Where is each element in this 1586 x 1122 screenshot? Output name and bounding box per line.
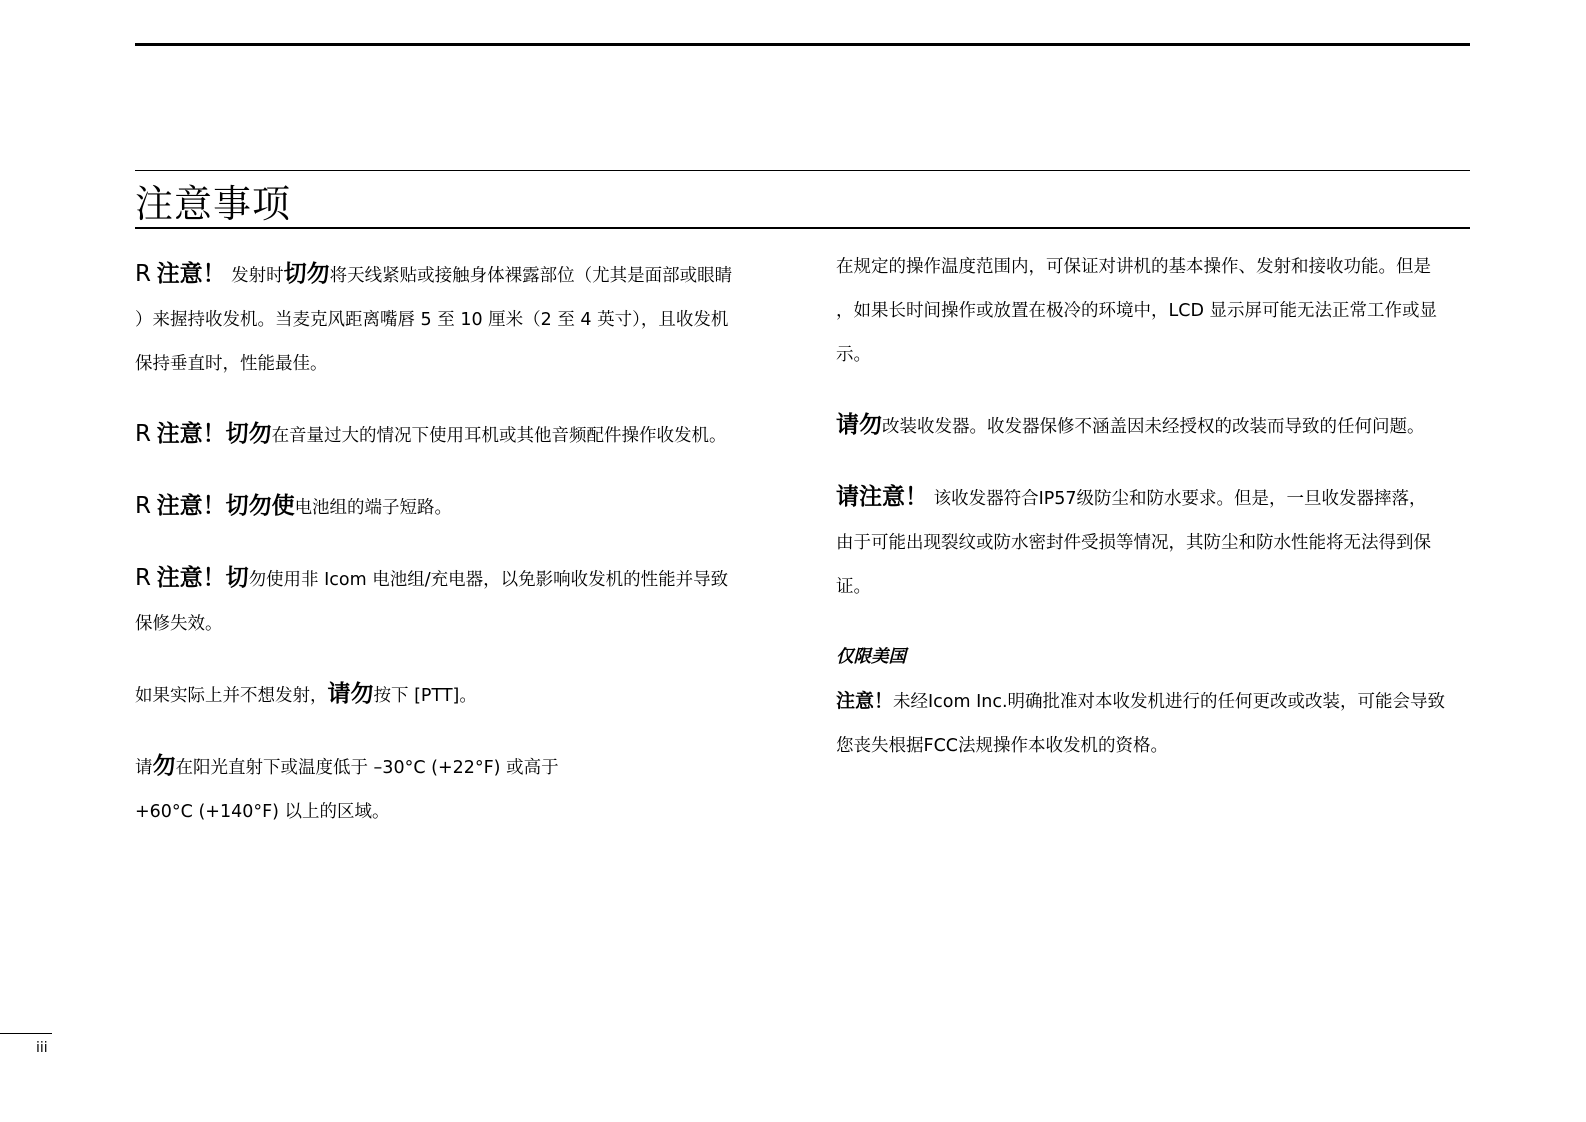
r-mark: R [135, 565, 151, 591]
title-bottom-rule [135, 227, 1470, 229]
caution-text: ）来握持收发机。当麦克风距离嘴唇 5 至 10 厘米（2 至 4 英寸），且收发机 [135, 310, 729, 330]
caution-text: 保修失效。 [135, 614, 223, 634]
note-operating-temperature [836, 245, 1476, 377]
left-column [135, 252, 775, 834]
caution-label: 注意！ [156, 421, 226, 447]
note-ptt [135, 672, 775, 718]
caution-emphasis: 切勿使 [225, 493, 295, 519]
note-text: ，如果长时间操作或放置在极冷的环境中，LCD 显示屏可能无法正常工作或显 [836, 301, 1438, 321]
note-modification [836, 403, 1476, 449]
note-text: 按下 [PTT]。 [373, 686, 477, 706]
note-text: 如果实际上并不想发射， [135, 686, 328, 706]
note-text: 在规定的操作温度范围内，可保证对讲机的基本操作、发射和接收功能。但是 [836, 257, 1431, 277]
caution-label: 注意！ [156, 493, 226, 519]
note-ip57 [836, 475, 1476, 609]
note-label: 请注意！ [836, 484, 928, 510]
caution-battery [135, 556, 775, 646]
us-only-heading: 仅限美国 [836, 647, 906, 667]
page-title: 注意事项 [135, 182, 292, 226]
note-text: 该收发器符合IP57级防尘和防水要求。但是，一旦收发器摔落， [933, 489, 1427, 509]
caution-emphasis: 切勿 [283, 261, 330, 287]
caution-antenna [135, 252, 775, 386]
caution-emphasis: 切 [225, 565, 249, 591]
caution-text: 在音量过大的情况下使用耳机或其他音频配件操作收发机。 [271, 426, 727, 446]
caution-text: 勿使用非 Icom 电池组/充电器，以免影响收发机的性能并导致 [248, 570, 729, 590]
note-emphasis: 请勿 [327, 681, 374, 707]
caution-emphasis: 切勿 [225, 421, 272, 447]
note-text: 未经Icom Inc.明确批准对本收发机进行的任何更改或改装，可能会导致 [893, 692, 1446, 712]
caution-label: 注意！ [156, 565, 226, 591]
note-text: 请 [135, 758, 153, 778]
title-top-rule [135, 170, 1470, 171]
note-label: 注意！ [836, 690, 894, 712]
note-text: 证。 [836, 577, 871, 597]
note-text: 由于可能出现裂纹或防水密封件受损等情况，其防尘和防水性能将无法得到保 [836, 533, 1431, 553]
note-text: +60°C (+140°F) 以上的区域。 [135, 802, 390, 822]
note-text: 示。 [836, 345, 871, 365]
r-mark: R [135, 421, 151, 447]
footer-rule [0, 1033, 52, 1034]
page-number: iii [36, 1040, 48, 1056]
r-mark: R [135, 493, 151, 519]
caution-short-circuit [135, 484, 775, 530]
note-emphasis: 勿 [152, 753, 176, 779]
caution-earphones [135, 412, 775, 458]
note-emphasis: 请勿 [836, 412, 882, 438]
r-mark: R [135, 261, 151, 287]
note-text: 在阳光直射下或温度低于 –30°C (+22°F) 或高于 [175, 758, 559, 778]
caution-text: 将天线紧贴或接触身体裸露部位（尤其是面部或眼睛 [329, 266, 733, 286]
right-column [836, 245, 1476, 768]
header-rule [135, 43, 1470, 46]
caution-text: 发射时 [231, 266, 284, 286]
caution-text: 电池组的端子短路。 [294, 498, 453, 518]
caution-text: 保持垂直时，性能最佳。 [135, 354, 328, 374]
note-fcc [836, 679, 1476, 768]
caution-label: 注意！ [156, 261, 226, 287]
note-temperature [135, 744, 775, 834]
note-text: 改装收发器。收发器保修不涵盖因未经授权的改装而导致的任何问题。 [882, 417, 1425, 437]
note-text: 您丧失根据FCC法规操作本收发机的资格。 [836, 736, 1169, 756]
